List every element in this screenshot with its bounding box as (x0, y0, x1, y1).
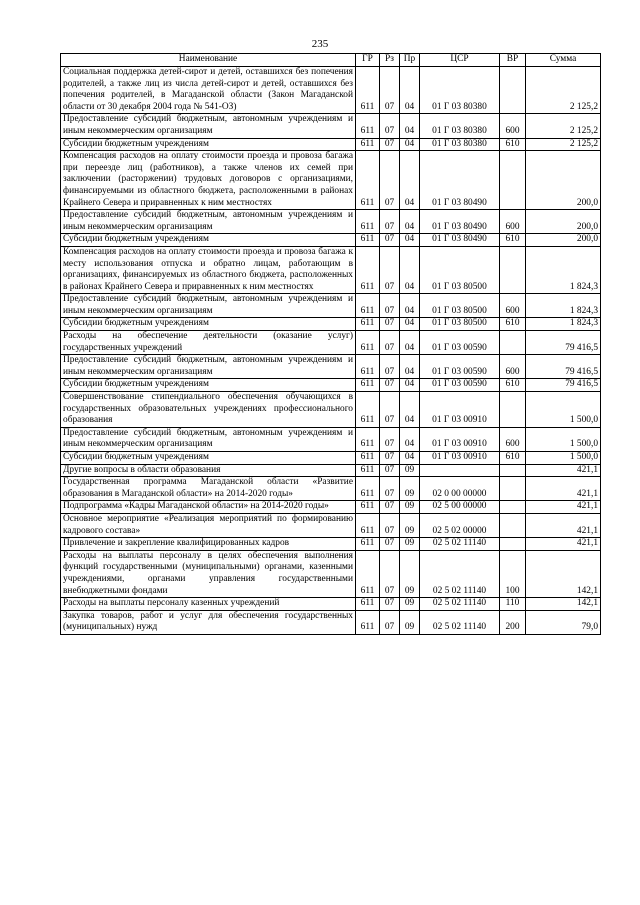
table-row (61, 513, 601, 537)
cell-csr: 01 Г 03 80490 (420, 210, 500, 234)
cell-vr: 600 (500, 427, 526, 451)
cell-rz: 07 (380, 501, 400, 514)
column-header-gr: ГР (356, 54, 380, 67)
table-row (61, 550, 601, 597)
cell-rz: 07 (380, 379, 400, 392)
cell-csr: 01 Г 03 80500 (420, 294, 500, 318)
cell-vr: 600 (500, 210, 526, 234)
cell-csr: 02 5 02 11140 (420, 550, 500, 597)
cell-csr: 01 Г 03 80500 (420, 318, 500, 331)
cell-pr: 04 (400, 246, 420, 293)
cell-csr: 02 0 00 00000 (420, 477, 500, 501)
cell-vr (500, 246, 526, 293)
cell-pr: 09 (400, 538, 420, 551)
cell-csr: 01 Г 03 00590 (420, 331, 500, 355)
cell-gr: 611 (356, 151, 380, 210)
cell-vr: 600 (500, 294, 526, 318)
cell-pr: 09 (400, 598, 420, 611)
cell-vr: 610 (500, 318, 526, 331)
cell-csr: 01 Г 03 80500 (420, 246, 500, 293)
cell-vr (500, 67, 526, 114)
cell-csr: 02 5 02 11140 (420, 610, 500, 634)
cell-rz: 07 (380, 151, 400, 210)
cell-vr (500, 392, 526, 428)
budget-table (60, 53, 601, 635)
cell-csr: 02 5 02 11140 (420, 598, 500, 611)
cell-sum: 2 125,2 (526, 138, 601, 151)
cell-pr: 04 (400, 331, 420, 355)
cell-vr (500, 501, 526, 514)
cell-csr: 01 Г 03 00590 (420, 379, 500, 392)
cell-rz: 07 (380, 114, 400, 138)
cell-vr (500, 538, 526, 551)
cell-name: Компенсация расходов на оплату стоимости проезда и провоза багажа к месту использования отпуска и обратно лицам, работающим в организациях, финансируемых из областного бюджета, расположенных в районах Крайнего Севера и приравненных к ним местностях (61, 246, 356, 293)
cell-gr: 611 (356, 392, 380, 428)
cell-rz: 07 (380, 550, 400, 597)
table-row (61, 464, 601, 477)
table-row (61, 246, 601, 293)
table-row (61, 452, 601, 465)
cell-pr: 09 (400, 501, 420, 514)
column-header-csr: ЦСР (420, 54, 500, 67)
cell-gr: 611 (356, 294, 380, 318)
cell-pr: 04 (400, 114, 420, 138)
cell-name: Предоставление субсидий бюджетным, автономным учреждениям и иным некоммерческим организациям (61, 210, 356, 234)
cell-name: Подпрограмма «Кадры Магаданской области» на 2014-2020 годы» (61, 501, 356, 514)
cell-gr: 611 (356, 138, 380, 151)
cell-sum: 142,1 (526, 598, 601, 611)
cell-gr: 611 (356, 477, 380, 501)
cell-name: Предоставление субсидий бюджетным, автономным учреждениям и иным некоммерческим организациям (61, 294, 356, 318)
cell-name: Субсидии бюджетным учреждениям (61, 234, 356, 247)
cell-rz: 07 (380, 318, 400, 331)
cell-vr (500, 477, 526, 501)
cell-rz: 07 (380, 538, 400, 551)
cell-gr: 611 (356, 246, 380, 293)
table-row (61, 294, 601, 318)
cell-sum: 79 416,5 (526, 331, 601, 355)
cell-sum: 79 416,5 (526, 379, 601, 392)
cell-name: Привлечение и закрепление квалифицированных кадров (61, 538, 356, 551)
cell-vr (500, 151, 526, 210)
cell-gr: 611 (356, 501, 380, 514)
cell-pr: 09 (400, 464, 420, 477)
cell-rz: 07 (380, 67, 400, 114)
cell-vr (500, 331, 526, 355)
column-header-rz: Рз (380, 54, 400, 67)
cell-name: Другие вопросы в области образования (61, 464, 356, 477)
cell-gr: 611 (356, 610, 380, 634)
cell-name: Совершенствование стипендиального обеспечения обучающихся в государственных образовательных учреждениях профессионального образования (61, 392, 356, 428)
cell-sum: 1 500,0 (526, 427, 601, 451)
cell-vr: 110 (500, 598, 526, 611)
cell-csr: 01 Г 03 80380 (420, 138, 500, 151)
cell-name: Субсидии бюджетным учреждениям (61, 318, 356, 331)
page-number: 235 (311, 38, 329, 50)
cell-sum: 421,1 (526, 501, 601, 514)
table-row (61, 392, 601, 428)
cell-name: Расходы на выплаты персоналу в целях обеспечения выполнения функций государственными (муниципальными) органами, казенными учреждениями, органами управления государственными внебюджетными фондами (61, 550, 356, 597)
cell-sum: 1 500,0 (526, 392, 601, 428)
cell-rz: 07 (380, 234, 400, 247)
cell-gr: 611 (356, 452, 380, 465)
cell-csr: 02 5 02 11140 (420, 538, 500, 551)
cell-pr: 04 (400, 67, 420, 114)
column-header-name: Наименование (61, 54, 356, 67)
cell-sum: 1 824,3 (526, 294, 601, 318)
cell-csr (420, 464, 500, 477)
cell-name: Закупка товаров, работ и услуг для обеспечения государственных (муниципальных) нужд (61, 610, 356, 634)
cell-name: Компенсация расходов на оплату стоимости проезда и провоза багажа при переезде лиц (работников), а также членов их семей при заключении (расторжении) трудовых договоров с организациями, финансируемыми из областного бюджета, расположенными в районах Крайнего Севера и приравненных к ним местностях (61, 151, 356, 210)
cell-pr: 04 (400, 210, 420, 234)
table-row (61, 331, 601, 355)
cell-sum: 1 824,3 (526, 246, 601, 293)
table-row (61, 379, 601, 392)
cell-rz: 07 (380, 513, 400, 537)
cell-csr: 01 Г 03 80380 (420, 67, 500, 114)
cell-name: Основное мероприятие «Реализация мероприятий по формированию кадрового состава» (61, 513, 356, 537)
cell-name: Предоставление субсидий бюджетным, автономным учреждениям и иным некоммерческим организациям (61, 114, 356, 138)
cell-rz: 07 (380, 464, 400, 477)
cell-sum: 2 125,2 (526, 67, 601, 114)
cell-gr: 611 (356, 598, 380, 611)
cell-gr: 611 (356, 114, 380, 138)
cell-pr: 04 (400, 379, 420, 392)
cell-csr: 02 5 00 00000 (420, 501, 500, 514)
table-row (61, 67, 601, 114)
cell-csr: 01 Г 03 00910 (420, 427, 500, 451)
cell-sum: 1 500,0 (526, 452, 601, 465)
table-row (61, 501, 601, 514)
cell-rz: 07 (380, 210, 400, 234)
cell-csr: 01 Г 03 80380 (420, 114, 500, 138)
cell-rz: 07 (380, 138, 400, 151)
column-header-pr: Пр (400, 54, 420, 67)
cell-rz: 07 (380, 427, 400, 451)
table-row (61, 355, 601, 379)
cell-vr: 100 (500, 550, 526, 597)
cell-gr: 611 (356, 513, 380, 537)
cell-sum: 79,0 (526, 610, 601, 634)
cell-csr: 01 Г 03 00910 (420, 452, 500, 465)
cell-name: Расходы на обеспечение деятельности (оказание услуг) государственных учреждений (61, 331, 356, 355)
cell-rz: 07 (380, 355, 400, 379)
cell-vr: 610 (500, 379, 526, 392)
cell-pr: 04 (400, 427, 420, 451)
table-row (61, 538, 601, 551)
table-row (61, 234, 601, 247)
table-row (61, 610, 601, 634)
cell-csr: 02 5 02 00000 (420, 513, 500, 537)
cell-gr: 611 (356, 234, 380, 247)
cell-gr: 611 (356, 379, 380, 392)
cell-pr: 04 (400, 392, 420, 428)
column-header-sum: Сумма (526, 54, 601, 67)
table-row (61, 318, 601, 331)
cell-sum: 421,1 (526, 477, 601, 501)
cell-sum: 421,1 (526, 538, 601, 551)
cell-pr: 04 (400, 452, 420, 465)
cell-pr: 04 (400, 138, 420, 151)
cell-pr: 09 (400, 550, 420, 597)
cell-vr: 610 (500, 452, 526, 465)
cell-rz: 07 (380, 246, 400, 293)
cell-pr: 04 (400, 234, 420, 247)
cell-pr: 04 (400, 151, 420, 210)
cell-gr: 611 (356, 355, 380, 379)
cell-pr: 04 (400, 318, 420, 331)
cell-sum: 2 125,2 (526, 114, 601, 138)
cell-pr: 09 (400, 610, 420, 634)
table-row (61, 427, 601, 451)
cell-csr: 01 Г 03 00910 (420, 392, 500, 428)
cell-name: Субсидии бюджетным учреждениям (61, 379, 356, 392)
cell-sum: 142,1 (526, 550, 601, 597)
table-row (61, 477, 601, 501)
cell-sum: 200,0 (526, 151, 601, 210)
cell-vr: 610 (500, 234, 526, 247)
cell-name: Расходы на выплаты персоналу казенных учреждений (61, 598, 356, 611)
cell-gr: 611 (356, 538, 380, 551)
cell-pr: 09 (400, 477, 420, 501)
cell-gr: 611 (356, 464, 380, 477)
table-row (61, 151, 601, 210)
cell-vr: 610 (500, 138, 526, 151)
cell-rz: 07 (380, 331, 400, 355)
cell-gr: 611 (356, 318, 380, 331)
table-header-row (61, 54, 601, 67)
cell-vr: 600 (500, 114, 526, 138)
cell-gr: 611 (356, 331, 380, 355)
table-row (61, 210, 601, 234)
column-header-vr: ВР (500, 54, 526, 67)
cell-rz: 07 (380, 610, 400, 634)
cell-rz: 07 (380, 294, 400, 318)
cell-gr: 611 (356, 67, 380, 114)
cell-name: Социальная поддержка детей-сирот и детей, оставшихся без попечения родителей, а также лиц из числа детей-сирот и детей, оставшихся без попечения родителей, в Магаданской области (Закон Магаданской области от 30 декабря 2004 года № 541-ОЗ) (61, 67, 356, 114)
cell-vr (500, 464, 526, 477)
cell-vr (500, 513, 526, 537)
cell-name: Предоставление субсидий бюджетным, автономным учреждениям и иным некоммерческим организациям (61, 427, 356, 451)
cell-rz: 07 (380, 392, 400, 428)
cell-pr: 04 (400, 294, 420, 318)
table-row (61, 114, 601, 138)
cell-name: Субсидии бюджетным учреждениям (61, 452, 356, 465)
cell-rz: 07 (380, 452, 400, 465)
cell-pr: 04 (400, 355, 420, 379)
cell-sum: 200,0 (526, 210, 601, 234)
cell-sum: 200,0 (526, 234, 601, 247)
cell-csr: 01 Г 03 80490 (420, 151, 500, 210)
cell-gr: 611 (356, 210, 380, 234)
table-row (61, 598, 601, 611)
cell-name: Субсидии бюджетным учреждениям (61, 138, 356, 151)
cell-vr: 200 (500, 610, 526, 634)
table-body (61, 67, 601, 635)
cell-csr: 01 Г 03 00590 (420, 355, 500, 379)
cell-sum: 421,1 (526, 464, 601, 477)
cell-gr: 611 (356, 427, 380, 451)
cell-csr: 01 Г 03 80490 (420, 234, 500, 247)
cell-vr: 600 (500, 355, 526, 379)
cell-pr: 09 (400, 513, 420, 537)
cell-rz: 07 (380, 477, 400, 501)
cell-sum: 1 824,3 (526, 318, 601, 331)
cell-sum: 421,1 (526, 513, 601, 537)
cell-name: Государственная программа Магаданской области «Развитие образования в Магаданской области» на 2014-2020 годы» (61, 477, 356, 501)
cell-gr: 611 (356, 550, 380, 597)
cell-name: Предоставление субсидий бюджетным, автономным учреждениям и иным некоммерческим организациям (61, 355, 356, 379)
cell-sum: 79 416,5 (526, 355, 601, 379)
cell-rz: 07 (380, 598, 400, 611)
table-row (61, 138, 601, 151)
